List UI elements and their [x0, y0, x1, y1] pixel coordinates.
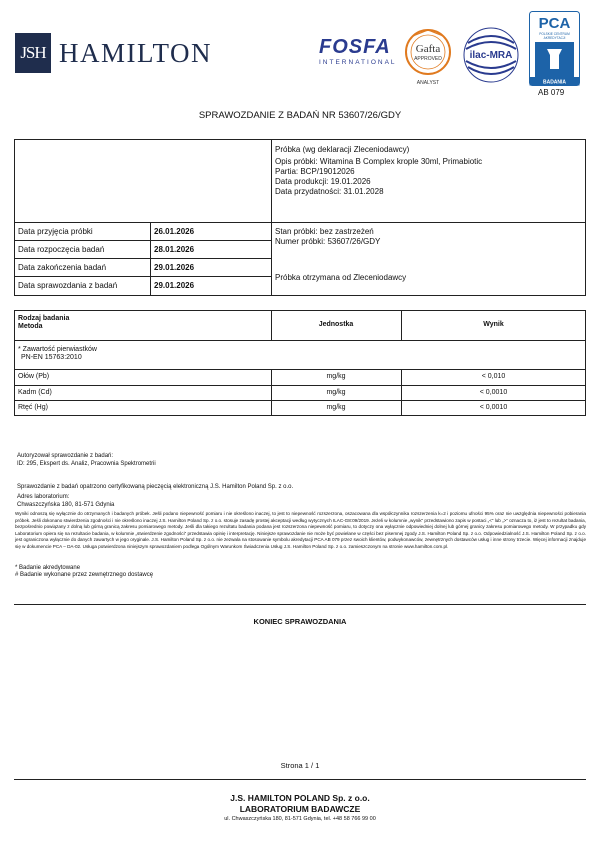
date-label: Data przyjęcia próbki — [18, 227, 93, 236]
note-accredited: * Badanie akredytowane — [15, 565, 81, 571]
result-row-unit: mg/kg — [326, 404, 346, 411]
lab-address-label: Adres laboratorium: — [17, 494, 70, 500]
page-number: Strona 1 / 1 — [280, 761, 320, 770]
pca-logo-badania: BADANIA — [542, 79, 567, 86]
date-label: Data rozpoczęcia badań — [18, 245, 105, 254]
fosfa-logo-text: FOSFA — [319, 36, 391, 58]
sample-description: Opis próbki: Witamina B Complex krople 30ml, Primabiotic — [275, 157, 483, 166]
gafta-logo-text: Gafta — [415, 43, 441, 55]
sample-batch: Partia: BCP/19012026 — [275, 167, 355, 176]
accreditation-code: AB 079 — [538, 88, 565, 97]
footer-lab: LABORATORIUM BADAWCZE — [239, 804, 361, 814]
sample-state: Stan próbki: bez zastrzeżeń — [275, 227, 374, 236]
date-label: Data sprawozdania z badań — [18, 281, 118, 290]
pca-logo-sub1: POLSKIE CENTRUM — [539, 32, 570, 36]
results-col-unit: Jednostka — [318, 321, 354, 328]
ilac-mra-text: ilac-MRA — [469, 50, 513, 61]
sample-received-from: Próbka otrzymana od Zleceniodawcy — [275, 273, 407, 282]
results-col-result: Wynik — [483, 321, 504, 328]
result-row-value: < 0,0010 — [479, 389, 508, 396]
fosfa-logo-subtext: INTERNATIONAL — [319, 59, 397, 66]
date-value: 29.01.2026 — [154, 263, 195, 272]
fosfa-logo — [319, 36, 399, 66]
result-row-unit: mg/kg — [326, 389, 346, 396]
ilac-mra-logo — [462, 25, 520, 85]
result-row-name: Kadm (Cd) — [18, 389, 52, 396]
sample-declaration-heading: Próbka (wg deklaracji Zleceniodawcy) — [275, 145, 410, 154]
signed-note: Sprawozdanie z badań opatrzono certyfikowaną pieczęcią elektroniczną J.S. Hamilton Poland Sp. z o.o. — [17, 484, 294, 490]
gafta-logo-approved: APPROVED — [414, 56, 442, 62]
footer-address: ul. Chwaszczyńska 180, 81-571 Gdynia, tel. +48 58 766 99 00 — [224, 816, 376, 822]
results-group-method: PN-EN 15763:2010 — [21, 354, 82, 361]
divider — [14, 604, 586, 605]
date-value: 26.01.2026 — [154, 227, 195, 236]
result-row-name: Ołów (Pb) — [18, 373, 50, 380]
result-row-name: Rtęć (Hg) — [18, 404, 48, 411]
pca-logo — [529, 11, 580, 86]
date-value: 28.01.2026 — [154, 245, 195, 254]
date-value: 29.01.2026 — [154, 281, 195, 290]
authorized-person: ID: 295, Ekspert ds. Analiz, Pracownia Spektrometrii — [17, 461, 156, 467]
footer-company: J.S. HAMILTON POLAND Sp. z o.o. — [230, 793, 370, 803]
result-row-value: < 0,0010 — [479, 404, 508, 411]
note-external-supplier: # Badanie wykonane przez zewnętrznego dostawcę — [15, 572, 154, 578]
hamilton-logo-text: HAMILTON — [59, 37, 213, 68]
sample-number: Numer próbki: 53607/26/GDY — [275, 237, 381, 246]
pca-logo-sub2: AKREDYTACJI — [543, 36, 566, 40]
results-group-name: * Zawartość pierwiastków — [18, 346, 97, 353]
hamilton-logo — [15, 33, 212, 73]
legal-disclaimer: Wyniki odnoszą się wyłącznie do otrzymanych i badanych próbek. Jeśli podano niepewność pomiaru i nie określono inaczej, to jest to niepewność rozszerzona, oszacowana dla współczynnika rozszerzenia k=2 i poziomu ufności 95% oraz nie uwzględnia niepewności pobierania próbek. Jeśli dokonano stwierdzenia zgodności i nie określono inaczej J.S. Hamilton Poland Sp. z o.o. stosuje zasadę prostej akceptacji według wytycznych ILAC-G8:09/2019. Jeżeli w kolumnie „wynik” przedstawiono zapis w postaci „<” lub „>” oznacza to, iż jest to rezultat badania, bezpośrednio powiązany z dolną lub górną granicą zakresu pomiarowego metody. Jeśli dla takiego rezultatu badania podana jest rozszerzona niepewność pomiaru, to dotyczy ona wyłącznie odpowiedniej dolnej lub górnej granicy zakresu pomiarowego metody. W przypadku gdy Laboratorium opiera się na rezultacie badania, w kolumnie „stwierdzenie zgodności” przedstawia opinię i interpretację. Niniejsze sprawozdanie nie może być powielane w części bez pisemnej zgody J.S. Hamilton Poland Sp. z o.o. Odpowiedzialność J.S. Hamilton Poland Sp. z o.o. jest ograniczona wyłącznie do danych zawartych w jego oryginale. J.S. Hamilton Poland Sp. z o.o. nie zezwala na stosowanie symbolu akredytacji PCA AB 079 przez swoich klientów, podwykonawców, zewnętrznych dostawców usług i inne strony trzecie. Więcej informacji znajduje się w dokumencie PCA – DA-02. Usługa potwierdzona niniejszym sprawozdaniem podlega Ogólnym Warunkom Świadczenia Usług J.S. Hamilton Poland Sp. z o.o. zamieszczonym na stronie www.hamilton.com.pl. — [15, 511, 586, 549]
result-row-unit: mg/kg — [326, 373, 346, 380]
sample-expiry-date: Data przydatności: 31.01.2028 — [275, 187, 384, 196]
sample-production-date: Data produkcji: 19.01.2026 — [275, 177, 371, 186]
pca-logo-text: PCA — [538, 15, 571, 32]
results-col-method: Metoda — [18, 323, 43, 330]
gafta-logo-analyst: ANALYST — [416, 80, 440, 86]
date-label: Data zakończenia badań — [18, 263, 107, 272]
report-title: SPRAWOZDANIE Z BADAŃ NR 53607/26/GDY — [198, 110, 402, 121]
end-of-report: KONIEC SPRAWOZDANIA — [253, 617, 347, 626]
hamilton-logo-mark: JSH — [15, 33, 51, 73]
gafta-logo — [403, 28, 453, 88]
lab-address-value: Chwaszczyńska 180, 81-571 Gdynia — [17, 502, 115, 508]
result-row-value: < 0,010 — [481, 373, 506, 380]
authorized-label: Autoryzował sprawozdanie z badań: — [17, 453, 114, 459]
footer-divider — [14, 779, 586, 780]
results-col-type: Rodzaj badania — [18, 315, 70, 322]
